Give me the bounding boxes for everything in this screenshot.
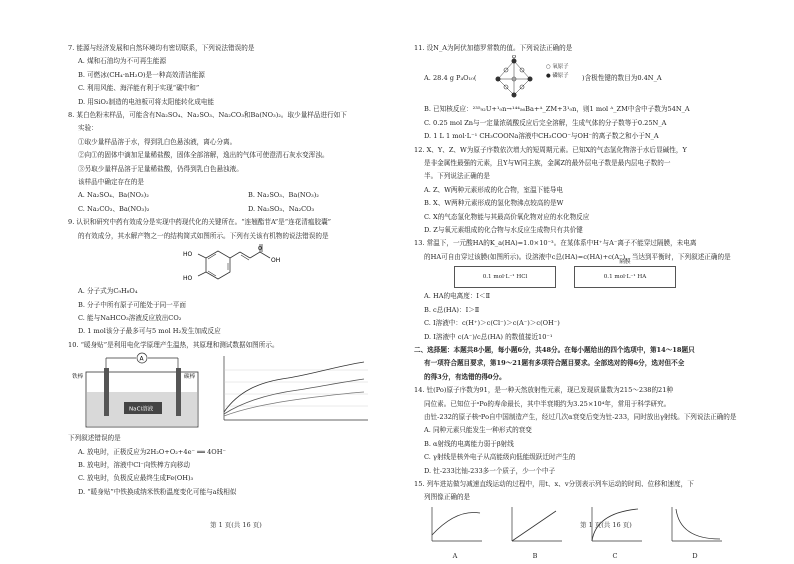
q13-option-a: A. HA的电离度：Ⅰ＜Ⅱ: [424, 292, 491, 301]
ho-label-top: HO: [183, 251, 193, 259]
question-9-stem: 9. 认识和研究中药有效成分是实现中药现代化的关键所在。“连翘酯苷A”是“连花清瘟胶囊”: [68, 218, 332, 227]
q8-option-d: D. Na₂SO₃、Na₂CO₃: [248, 204, 315, 213]
section-2-heading-cont: 有一项符合题目要求，第19～21题有多项符合题目要求。全部选对的得6分，选对但不全: [424, 359, 685, 368]
q9-option-c: C. 能与NaHCO₃溶液反应放出CO₂: [78, 313, 182, 322]
q12-option-b: B. X、W两种元素形成的氢化物沸点较高的是W: [424, 199, 564, 208]
q9-structure-figure: [68, 243, 424, 285]
membrane-label: 隔膜: [619, 259, 631, 266]
question-8-stem-cont: 实验：: [78, 124, 98, 133]
oh-label: OH: [271, 257, 281, 265]
q10-option-c: C. 放电时，负极反应最终生成Fe(OH)₃: [78, 474, 194, 483]
graph-d-svg: [666, 505, 724, 545]
q13-box-right-label: 0.1 mol·L⁻¹ HA: [603, 274, 647, 281]
q12-option-c: C. X的气态氢化物能与其最高价氧化物对应的水化物反应: [424, 212, 590, 221]
q14-option-c: C. γ射线是核外电子从高能级向低能级跃迁时产生的: [424, 453, 576, 462]
q13-option-b: B. c总(HA)：Ⅰ＞Ⅱ: [424, 305, 480, 314]
question-10-stem: 10. “暖身贴”是利用电化学原理产生温热，其原理和测试数据如图所示。: [68, 340, 279, 349]
q12-option-d: D. Z与氧元素组成的化合物与水反应生成物只有共价键: [424, 226, 583, 235]
q7-option-b: B. 可燃冰(CH₄·nH₂O)是一种高效清洁能源: [78, 70, 205, 79]
q15-graph-b: [506, 505, 564, 564]
left-page-footer: 第 1 页(共 16 页): [210, 521, 262, 529]
right-column: [414, 42, 770, 564]
q11-option-a-start: A. 28.4 g P₄O₁₀(: [424, 74, 477, 83]
q14-option-b: B. α射线的电离能力弱于β射线: [424, 439, 514, 448]
carbon-rod-label: 碳棒: [184, 374, 196, 381]
q13-membrane-figure: [414, 259, 770, 288]
ho-label-bottom: HO: [183, 275, 193, 283]
question-7-stem: 7. 能源与经济发展和自然环境均有密切联系，下列说法错误的是: [68, 44, 255, 52]
q11-option-d: D. 1 L 1 mol·L⁻¹ CH₃COONa溶液中CH₃COO⁻与OH⁻的离子数之和小于N_A: [424, 132, 659, 141]
right-page-footer: 第 1 页(共 16 页): [580, 521, 632, 529]
question-14-stem: 14. 钍(Po)原子序数为91，是一种天然放射性元素，现已发现质量数为215～238的21种: [414, 386, 674, 395]
question-15-stem-cont: 列图像正确的是: [424, 493, 471, 502]
q10-figure: [68, 352, 424, 432]
question-12-stem-cont: 是非金属性最强的元素，且Y与W同主族，金属Z的最外层电子数是最内层电子数的一: [424, 159, 671, 168]
q10-ask: 下列叙述错误的是: [68, 434, 121, 443]
p4o10-structure-svg: [484, 55, 544, 103]
q11-option-b: B. 已知核反应：²³⁵₉₂U+¹₀n→¹⁴⁴₅₆Ba+ᴬ_ZM+3¹₀n，则1 mol ᴬ_ZM中含中子数为54N_A: [424, 105, 690, 114]
q8-ask: 该样品中确定存在的是: [78, 178, 144, 187]
question-14-stem-cont: 同位素。已知位于ᵃPo的寿命最长，其中半衰期约为3.25×10⁴年，常用于科学研究。: [424, 399, 671, 408]
q8-options-row-2: [68, 203, 424, 216]
graph-b-label: B: [532, 552, 538, 561]
q15-graph-a: [426, 505, 484, 564]
graph-b-svg: [506, 505, 564, 545]
q8-option-c: C. Na₂CO₃、Ba(NO₃)₂: [78, 204, 150, 213]
legend-phosphorus: ● 磷原子: [546, 73, 569, 80]
q7-option-a: A. 煤和石油均为不可再生能源: [78, 57, 167, 66]
graph-d-label: D: [692, 552, 698, 561]
nacl-solution-label: NaCl溶液: [129, 406, 154, 413]
q15-graph-c: [586, 505, 644, 564]
q8-option-a: A. Na₂SO₄、Ba(NO₃)₂: [78, 191, 149, 200]
left-column: [68, 42, 424, 499]
iron-rod-label: 铁棒: [72, 374, 84, 381]
question-13-stem-cont: 的HA可自由穿过该膜(如图所示)。设溶液中c总(HA)=c(HA)+c(A⁻)，当达到平衡时，下列叙述正确的是: [424, 252, 731, 261]
q11-option-a-figure: [414, 55, 770, 103]
q13-option-d: D. Ⅰ溶液中 c(A⁻)/c总(HA) 的数值接近10⁻¹: [424, 332, 553, 341]
q7-option-d: D. 用SiO₂制造的电池板可将太阳能转化成电能: [78, 97, 215, 106]
question-12-stem: 12. X、Y、Z、W为原子序数依次增大的短周期元素。已知X的气态氢化物溶于水后显碱性，Y: [414, 145, 687, 154]
q8-step-1: ①取少量样品溶于水，得到乳白色悬浊液，离心分离。: [78, 137, 237, 146]
q13-box-left: [454, 266, 556, 288]
q13-option-c: C. Ⅰ溶液中：c(H⁺)＞c(Cl⁻)＞c(A⁻)＞c(OH⁻): [424, 319, 560, 328]
q14-option-a: A. 同种元素只能发生一种形式的衰变: [424, 426, 532, 435]
question-11-stem: 11. 设N_A为阿伏加德罗常数的值。下列说法正确的是: [414, 44, 573, 52]
q8-step-3: ③另取少量样品溶于足量稀盐酸，仍得到乳白色悬浊液。: [78, 164, 243, 173]
q10-option-b: B. 放电时，溶液中Cl⁻向铁棒方向移动: [78, 460, 190, 469]
q9-option-d: D. 1 mol该分子最多可与5 mol H₂发生加成反应: [78, 327, 221, 336]
section-2-heading: 二、选择题：本题共8小题，每小题6分，共48分。在每小题给出的四个选项中，第14～18题只: [414, 345, 695, 354]
question-14-stem-cont2: 由钍-232的原子核ᵃPo自中国制造产生，经过几次α衰变后变为钍-233，同时放出γ射线。下列说法正确的是: [424, 412, 737, 421]
q15-graph-options: [414, 505, 770, 564]
molecule-structure-svg: [178, 243, 378, 285]
question-8-stem: 8. 某白色粉末样品，可能含有Na₂SO₄、Na₂SO₃、Na₂CO₃和Ba(NO₃)₂。取少量样品进行如下: [68, 111, 347, 120]
q9-option-b: B. 分子中所有原子可能处于同一平面: [78, 300, 186, 309]
electrochem-device-svg: [68, 352, 408, 432]
graph-a-svg: [426, 505, 484, 545]
graph-c-label: C: [612, 552, 618, 561]
q10-option-d: D. “暖身贴”中铁换成纳米铁粉温度变化可能与a线相似: [78, 487, 237, 496]
question-9-stem-cont: 的有效成分，其水解产物之一的结构简式如图所示。下列有关该有机物的说法错误的是: [78, 231, 329, 240]
question-15-stem: 15. 列车进站做匀减速直线运动的过程中，用t、x、v分别表示列车运动的时间、位移和速度，下: [414, 479, 694, 488]
q12-option-a: A. Z、W两种元素形成的化合物，室温下能导电: [424, 185, 563, 194]
question-12-stem-cont2: 半。下列说法正确的是: [424, 172, 490, 181]
o-label: O: [258, 246, 262, 253]
q8-option-b: B. Na₂SO₃、Ba(NO₃)₂: [248, 191, 319, 200]
graph-a-label: A: [452, 552, 458, 561]
q10-option-a: A. 放电时，正极反应为2H₂O+O₂+4e⁻ ══ 4OH⁻: [78, 447, 226, 456]
q7-option-c: C. 利用风能、海洋能有利于实现“碳中和”: [78, 84, 200, 93]
q14-option-d: D. 钍-233比铀-233多一个质子，少一个中子: [424, 466, 556, 475]
q9-option-a: A. 分子式为C₉H₈O₄: [78, 287, 138, 296]
legend-oxygen: ○ 氧原子: [546, 64, 569, 71]
question-13-stem: 13. 常温下，一元酸HA的K_a(HA)=1.0×10⁻³。在某体系中H⁺与A⁻离子不能穿过隔膜，未电离: [414, 239, 697, 248]
q11-option-c: C. 0.25 mol Zn与一定量浓硫酸反应后完全溶解，生成气体的分子数等于0.25N_A: [424, 118, 667, 127]
q15-graph-d: [666, 505, 724, 564]
ammeter-label: A: [139, 355, 144, 363]
q11-option-a-end: )含极性键的数目为0.4N_A: [582, 74, 662, 83]
q8-options-row-1: [68, 189, 424, 202]
q13-box-left-label: 0.1 mol·L⁻¹ HCl: [482, 274, 528, 281]
q8-step-2: ②向①的固体中滴加足量稀盐酸，固体全部溶解，逸出的气体可使澄清石灰水变浑浊。: [78, 151, 329, 160]
section-2-heading-cont2: 的得3分，有选错的得0分。: [424, 372, 506, 381]
q13-box-right: [574, 259, 676, 288]
